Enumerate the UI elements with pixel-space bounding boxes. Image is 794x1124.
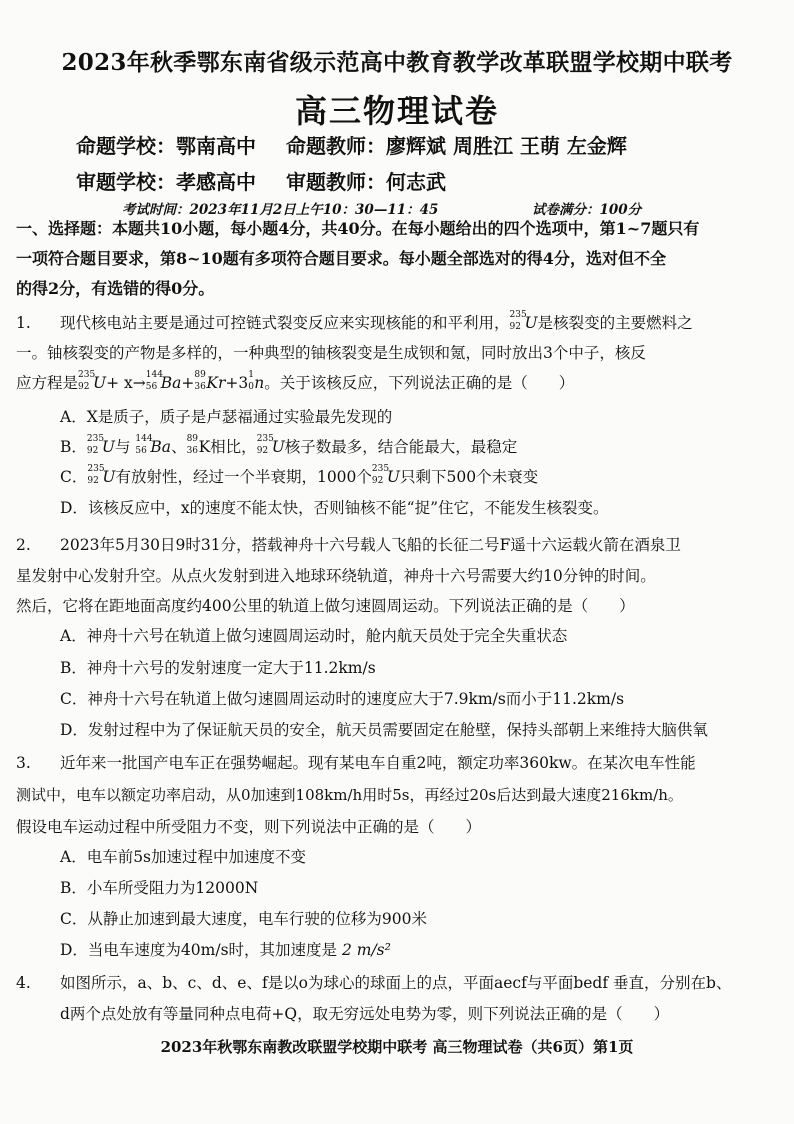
setter-school: 命题学校：鄂南高中 [76, 134, 256, 158]
q1-line-1: 现代核电站主要是通过可控链式裂变反应来实现核能的和平利用， 235 92 U是核裂变的主要燃料之 [60, 310, 693, 332]
q3-line-3: 假设电车运动过程中所受阻力不变，则下列说法中正确的是（ ） [16, 818, 482, 836]
q1-option-b: B． 235 92 U与 144 56 Ba、 89 36 K相比， 235 92 U核子数最多，结合能最大，最稳定 [60, 434, 518, 456]
section-instructions-line-2: 一项符合题目要求，第8~10题有多项符合题目要求。每小题全部选对的得4分，选对但不全 [16, 249, 666, 268]
section-instructions-line-1: 一、选择题：本题共10小题，每小题4分，共40分。在每小题给出的四个选项中，第1~7题只有 [16, 219, 700, 238]
q1-option-c: C． 235 92 U有放射性，经过一个半衰期，1000个 235 92 U只剩下500个未衰变 [60, 464, 539, 486]
q4-line-2: d两个点处放有等量同种点电荷+Q，取无穷远处电势为零，则下列说法正确的是（ ） [60, 1005, 670, 1023]
q2-line-3: 然后，它将在距地面高度约400公里的轨道上做匀速圆周运动。下列说法正确的是（ ） [16, 597, 635, 615]
reviewer-school: 审题学校：孝感高中 [76, 170, 256, 194]
q2-line-1: 2023年5月30日9时31分，搭载神舟十六号载人飞船的长征二号F遥十六运载火箭在酒泉卫 [60, 536, 681, 554]
q2-number: 2. [16, 536, 31, 554]
setter-teachers: 命题教师：廖辉斌 周胜江 王萌 左金辉 [286, 134, 627, 158]
q3-number: 3. [16, 754, 31, 772]
q2-option-c: C．神舟十六号在轨道上做匀速圆周运动时的速度应大于7.9km/s而小于11.2km/s [60, 690, 625, 708]
q2-option-a: A．神舟十六号在轨道上做匀速圆周运动时，舱内航天员处于完全失重状态 [60, 627, 568, 645]
exam-title: 2023年秋季鄂东南省级示范高中教育教学改革联盟学校期中联考 [61, 49, 733, 76]
q4-number: 4. [16, 974, 31, 992]
full-score: 试卷满分：100分 [532, 202, 642, 218]
q1-option-d: D．该核反应中，x的速度不能太快，否则铀核不能“捉”住它，不能发生核裂变。 [60, 499, 609, 517]
q4-line-1: 如图所示，a、b、c、d、e、f是以o为球心的球面上的点，平面aecf与平面bedf 垂直，分别在b、 [60, 974, 732, 992]
q3-option-a: A．电车前5s加速过程中加速度不变 [60, 848, 307, 866]
q1-number: 1. [16, 314, 31, 332]
q3-option-c: C．从静止加速到最大速度，电车行驶的位移为900米 [60, 910, 427, 928]
q1-line-3: 应方程是 235 92 U+ x→ 144 56 Ba+ 89 36 Kr+3 1 0 n。关于该核反应，下列说法正确的是（ ） [16, 370, 575, 392]
q3-option-b: B．小车所受阻力为12000N [60, 879, 259, 897]
nuclide-u235: 235 92 [509, 310, 527, 332]
q1-option-a: A．X是质子，质子是卢瑟福通过实验最先发现的 [60, 408, 393, 426]
exam-time: 考试时间：2023年11月2日上午10：30—11：45 [122, 202, 439, 218]
q1-line-2: 一。铀核裂变的产物是多样的，一种典型的铀核裂变是生成钡和氪，同时放出3个中子，核反 [16, 344, 646, 362]
reviewer-teacher: 审题教师：何志武 [286, 170, 446, 194]
page-footer: 2023年秋鄂东南教改联盟学校期中联考 高三物理试卷（共6页）第1页 [160, 1038, 634, 1056]
q3-line-2: 测试中，电车以额定功率启动，从0加速到108km/h用时5s，再经过20s后达到最大速度216km/h。 [16, 786, 683, 804]
section-instructions-line-3: 的得2分，有选错的得0分。 [16, 279, 215, 298]
q3-line-1: 近年来一批国产电车正在强势崛起。现有某电车自重2吨，额定功率360kw。在某次电车性能 [60, 754, 696, 772]
q2-line-2: 星发射中心发射升空。从点火发射到进入地球环绕轨道，神舟十六号需要大约10分钟的时间。 [16, 567, 656, 585]
q3-option-d: D．当电车速度为40m/s时，其加速度是 2 m/s² [60, 941, 391, 959]
paper-title: 高三物理试卷 [294, 92, 499, 130]
q2-option-d: D．发射过程中为了保证航天员的安全，航天员需要固定在舱壁，保持头部朝上来维持大脑供氧 [60, 721, 708, 739]
q2-option-b: B．神舟十六号的发射速度一定大于11.2km/s [60, 659, 376, 677]
